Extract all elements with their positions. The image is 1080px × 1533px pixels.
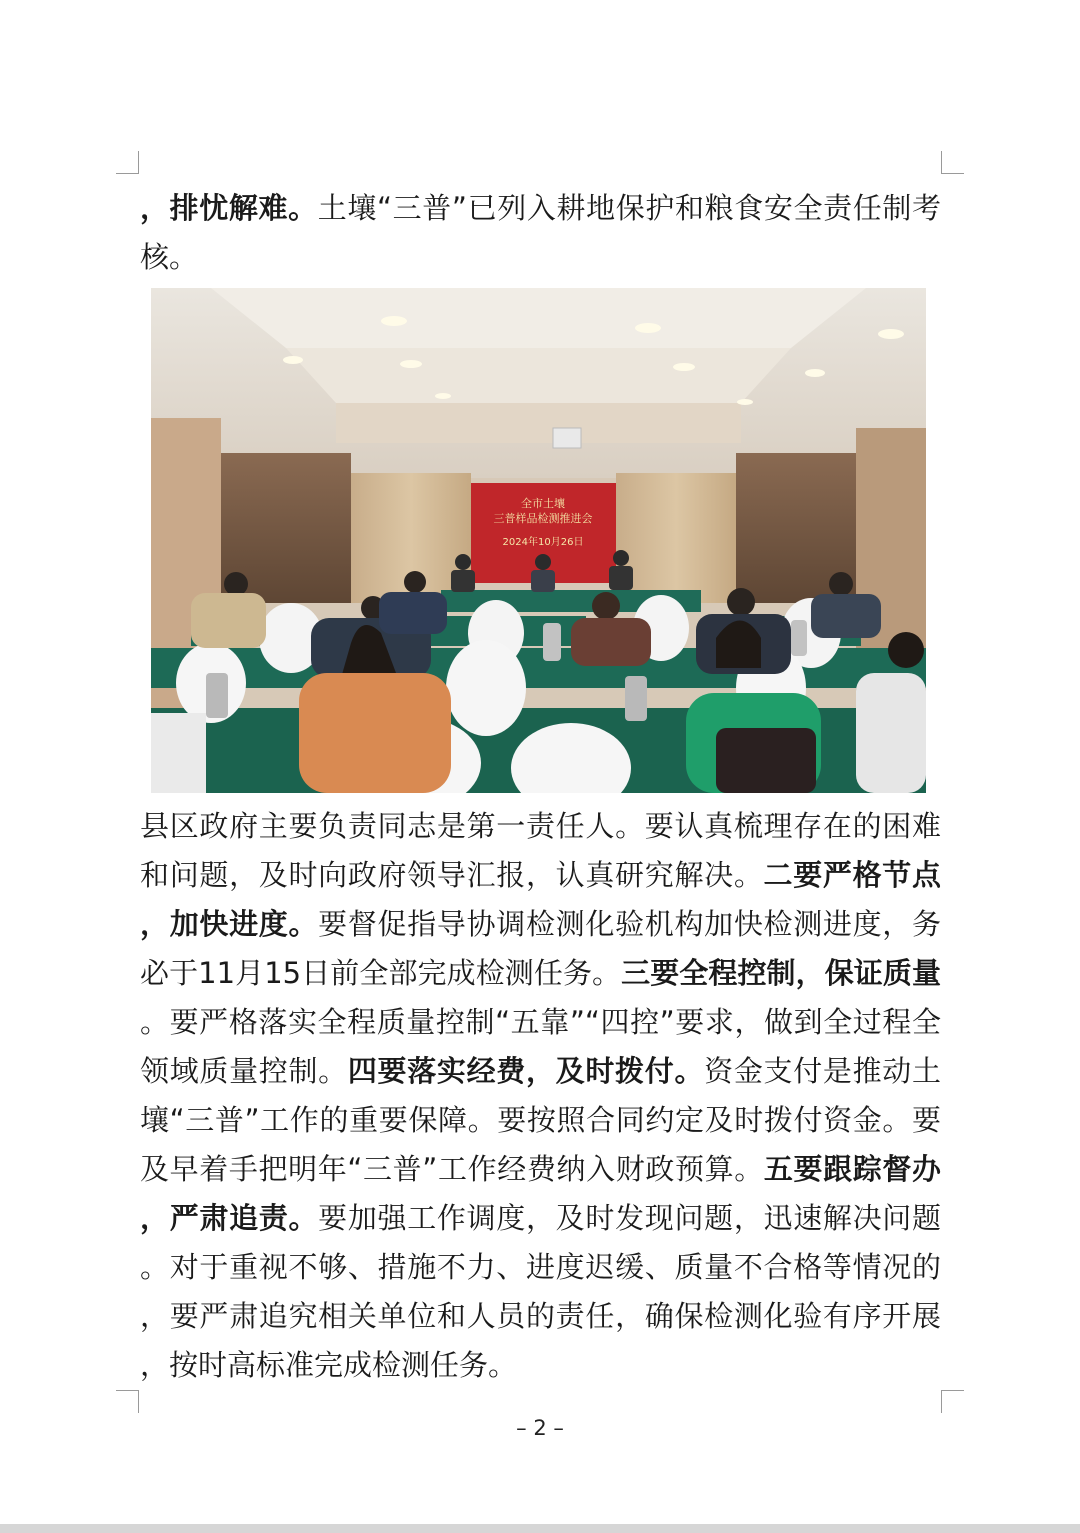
text-line: 领域质量控制。四要落实经费，及时拨付。资金支付是推动土 xyxy=(140,1054,941,1088)
text-line: 核。 xyxy=(140,240,199,274)
text-line: 及早着手把明年“三普”工作经费纳入财政预算。五要跟踪督办 xyxy=(140,1152,941,1186)
text-line: 和问题，及时向政府领导汇报，认真研究解决。二要严格节点 xyxy=(140,858,941,892)
crop-mark-top-right xyxy=(941,151,964,174)
meeting-photo xyxy=(151,288,926,793)
text-line: 。要严格落实全程质量控制“五靠”“四控”要求，做到全过程全 xyxy=(140,1005,941,1039)
crop-mark-bottom-right xyxy=(941,1390,964,1413)
paragraph-body xyxy=(140,802,941,1390)
text-line: ，排忧解难。土壤“三普”已列入耕地保护和粮食安全责任制考 xyxy=(140,191,941,225)
crop-mark-bottom-left xyxy=(116,1390,139,1413)
text-line: 必于11月15日前全部完成检测任务。三要全程控制，保证质量 xyxy=(140,956,941,990)
paragraph-top xyxy=(140,184,941,282)
banner-line-1: 全市土壤 xyxy=(521,497,565,510)
crop-mark-top-left xyxy=(116,151,139,174)
text-line: 县区政府主要负责同志是第一责任人。要认真梳理存在的困难 xyxy=(140,809,941,843)
text-line: ，按时高标准完成检测任务。 xyxy=(140,1348,518,1382)
bottom-scroll-edge xyxy=(0,1524,1080,1533)
text-line: ，要严肃追究相关单位和人员的责任，确保检测化验有序开展 xyxy=(140,1299,941,1333)
page-number: – 2 – xyxy=(516,1416,564,1440)
banner-date: 2024年10月26日 xyxy=(502,537,584,548)
banner-line-2: 三普样品检测推进会 xyxy=(493,512,593,525)
text-line: 壤“三普”工作的重要保障。要按照合同约定及时拨付资金。要 xyxy=(140,1103,941,1137)
text-line: ，严肃追责。要加强工作调度，及时发现问题，迅速解决问题 xyxy=(140,1201,941,1235)
text-line: 。对于重视不够、措施不力、进度迟缓、质量不合格等情况的 xyxy=(140,1250,941,1284)
text-line: ，加快进度。要督促指导协调检测化验机构加快检测进度，务 xyxy=(140,907,941,941)
